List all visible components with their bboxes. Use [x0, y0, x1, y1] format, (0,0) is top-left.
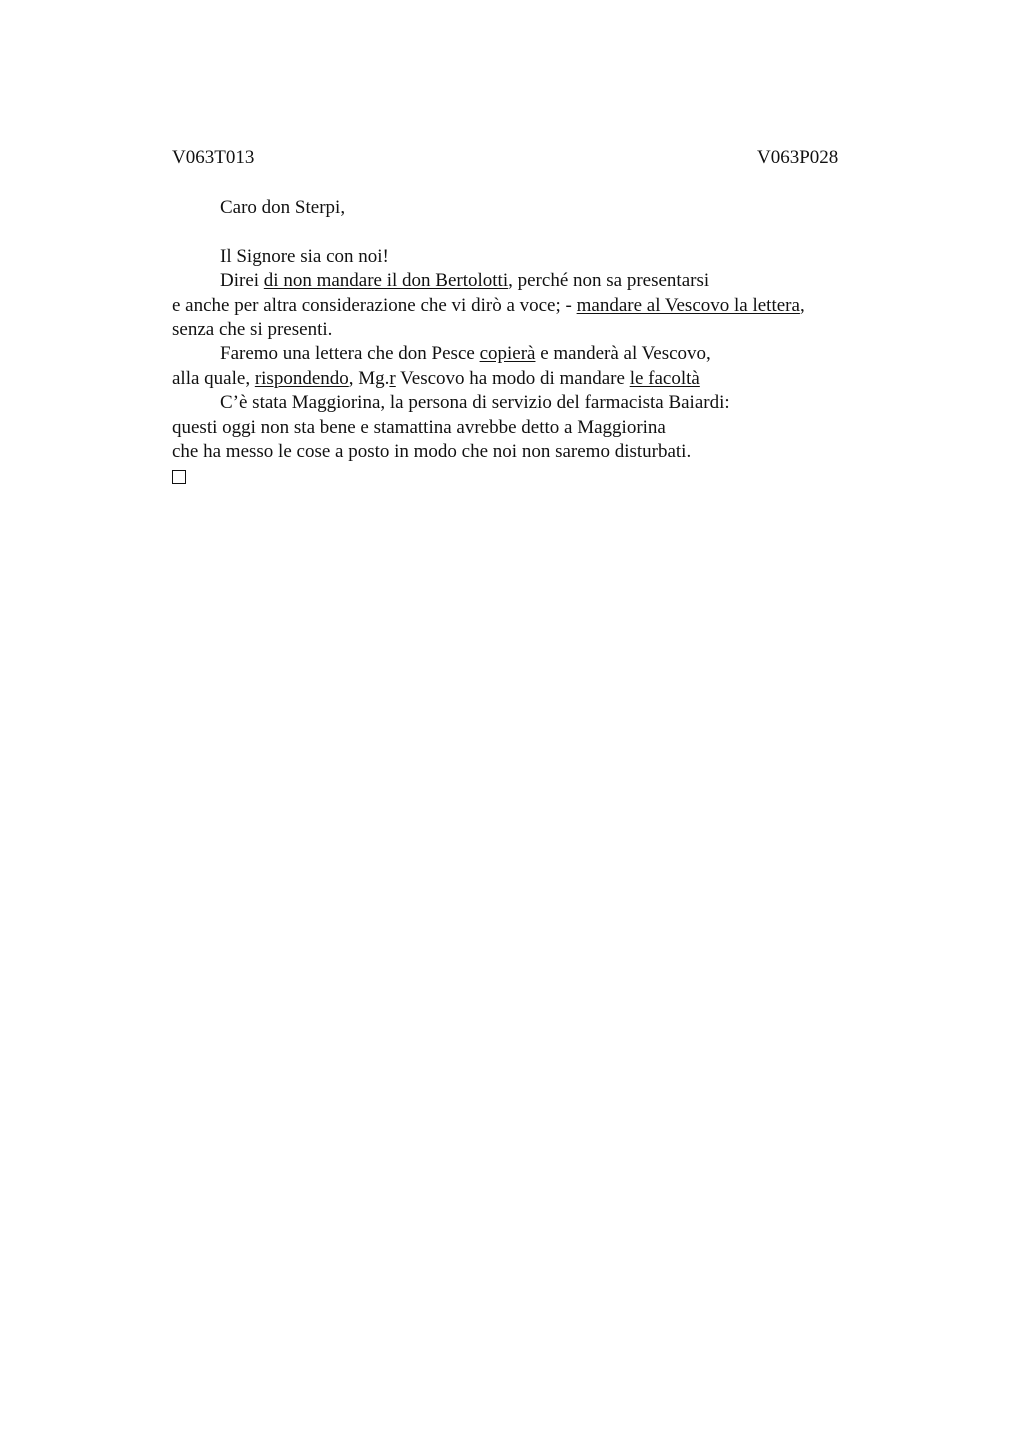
- paragraph-3-line-3: che ha messo le cose a posto in modo che noi non saremo disturbati.: [172, 440, 692, 462]
- paragraph-2-line-1: [172, 342, 892, 366]
- empty-square-icon: [172, 470, 186, 484]
- letter-body: [172, 196, 892, 489]
- document-code-left: V063T013: [172, 147, 255, 168]
- underlined-text: mandare al Vescovo la lettera: [576, 294, 800, 316]
- text-run: alla quale,: [172, 367, 255, 389]
- text-run: e anche per altra considerazione che vi dirò a voce; -: [172, 294, 577, 316]
- greeting: Il Signore sia con noi!: [220, 245, 389, 267]
- underlined-text: copierà: [479, 343, 536, 365]
- end-mark-line: [172, 464, 892, 488]
- underlined-text: r: [389, 367, 396, 389]
- paragraph-1-line-2: [172, 294, 892, 318]
- text-run: Faremo una lettera che don Pesce: [220, 343, 480, 365]
- text-run: e manderà al Vescovo,: [535, 343, 711, 365]
- paragraph-3-line-2: questi oggi non sta bene e stamattina avrebbe detto a Maggiorina: [172, 416, 666, 438]
- text-run: , perché non sa presentarsi: [508, 270, 710, 292]
- underlined-text: di non mandare il don Bertolotti: [263, 270, 509, 292]
- salutation: Caro don Sterpi,: [220, 197, 346, 218]
- blank-line: [172, 220, 892, 244]
- paragraph-3-line-1: C’è stata Maggiorina, la persona di servizio del farmacista Baiardi:: [220, 392, 730, 414]
- text-run: ,: [799, 294, 805, 316]
- paragraph-2-line-2: [172, 367, 892, 391]
- text-run: Direi: [220, 270, 264, 292]
- text-run: Vescovo ha modo di mandare: [395, 367, 630, 389]
- paragraph-1-line-1: [172, 269, 892, 293]
- document-code-right: V063P028: [757, 147, 839, 168]
- underlined-text: le facoltà: [629, 367, 700, 389]
- underlined-text: rispondendo: [254, 367, 349, 389]
- paragraph-1-line-3: senza che si presenti.: [172, 318, 333, 340]
- text-run: , Mg.: [348, 367, 390, 389]
